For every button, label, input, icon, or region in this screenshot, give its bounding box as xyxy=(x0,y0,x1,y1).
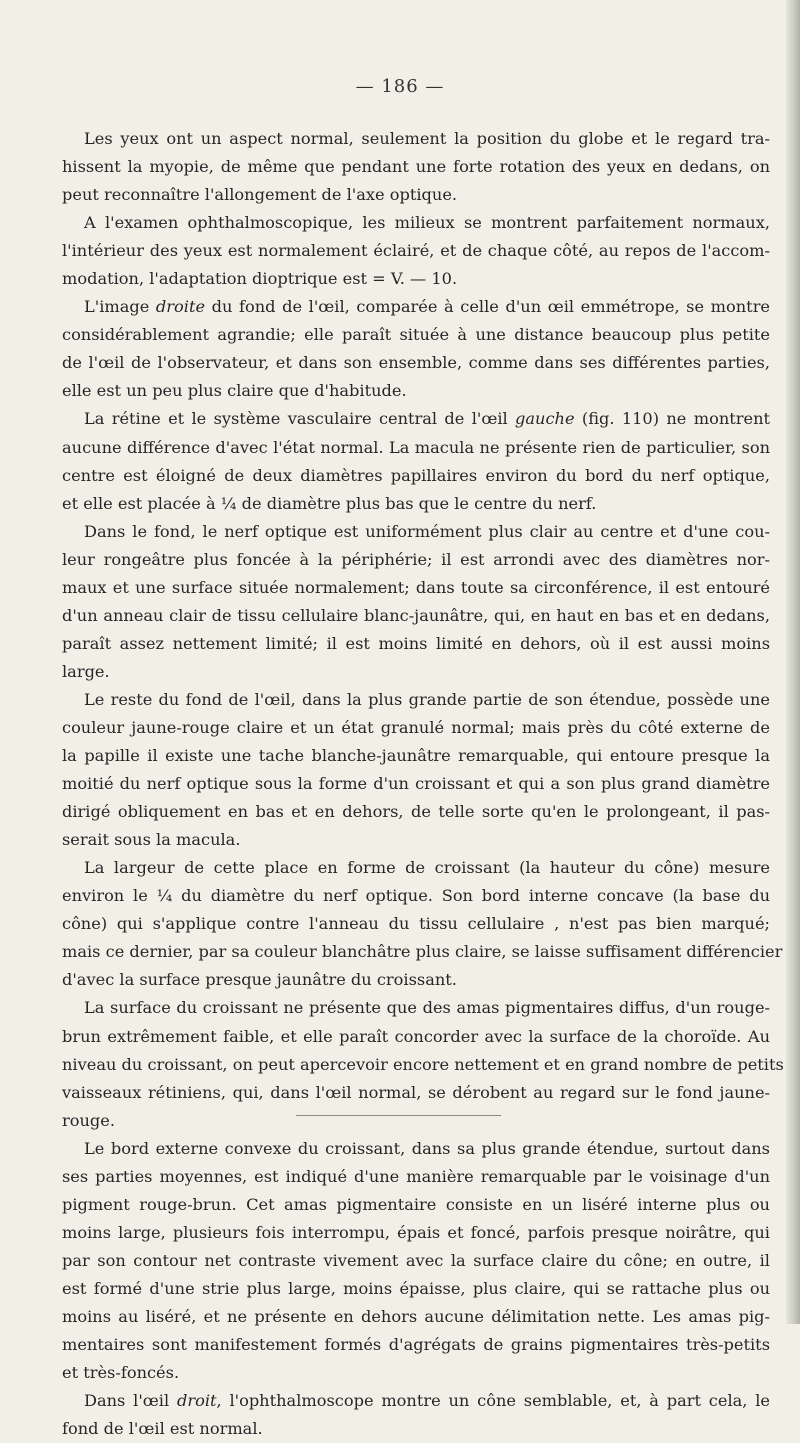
text-line xyxy=(62,658,770,686)
text-fragment: Le reste du fond de l'œil, dans la plus grande partie de son étendue, possède une xyxy=(84,689,770,709)
text-line xyxy=(62,714,770,742)
page-edge xyxy=(786,0,800,1324)
text-line xyxy=(62,434,770,462)
text-fragment: mentaires sont manifestement formés d'agrégats de grains pigmentaires très-petits xyxy=(62,1335,770,1355)
text-line xyxy=(62,1051,784,1079)
text-line xyxy=(62,405,770,433)
text-line xyxy=(62,237,770,265)
text-fragment: gauche xyxy=(515,409,575,429)
text-fragment: environ le ¼ du diamètre du nerf optique. Son bord interne concave (la base du xyxy=(62,886,770,906)
text-fragment: serait sous la macula. xyxy=(62,830,241,850)
text-line xyxy=(62,1107,770,1135)
text-line xyxy=(62,1135,770,1163)
text-fragment: fond de l'œil est normal. xyxy=(62,1419,263,1439)
text-line xyxy=(62,1247,770,1275)
text-fragment: Dans l'œil xyxy=(84,1391,177,1411)
text-fragment: du fond de l'œil, comparée à celle d'un œil emmétrope, se montre xyxy=(205,297,771,317)
text-line xyxy=(62,1415,770,1443)
text-fragment: brun extrêmement faible, et elle paraît concorder avec la surface de la choroïde. Au xyxy=(62,1026,770,1046)
text-fragment: centre est éloigné de deux diamètres papillaires environ du bord du nerf optique, xyxy=(62,465,770,485)
text-fragment: droite xyxy=(155,297,206,317)
text-line xyxy=(62,1191,770,1219)
text-line xyxy=(62,854,770,882)
body-text xyxy=(62,125,784,1443)
text-line xyxy=(62,321,770,349)
text-fragment: dirigé obliquement en bas et en dehors, de telle sorte qu'en le prolongeant, il pas- xyxy=(62,802,770,822)
text-line xyxy=(62,1023,770,1051)
text-fragment: moins au liséré, et ne présente en dehors aucune délimitation nette. Les amas pig- xyxy=(62,1306,770,1326)
text-fragment: A l'examen ophthalmoscopique, les milieux se montrent parfaitement normaux, xyxy=(84,213,770,233)
text-line xyxy=(62,209,770,237)
text-line xyxy=(62,546,770,574)
text-fragment: vaisseaux rétiniens, qui, dans l'œil normal, se dérobent au regard sur le fond jaune- xyxy=(62,1082,770,1102)
text-line xyxy=(62,125,770,153)
text-line xyxy=(62,686,770,714)
text-line xyxy=(62,1163,770,1191)
text-fragment: Dans le fond, le nerf optique est uniformément plus clair au centre et d'une cou- xyxy=(84,521,770,541)
text-fragment: hissent la myopie, de même que pendant une forte rotation des yeux en dedans, on xyxy=(62,157,770,177)
text-line xyxy=(62,1275,770,1303)
text-fragment: de l'œil de l'observateur, et dans son ensemble, comme dans ses différentes parties, xyxy=(62,353,770,373)
text-fragment: d'un anneau clair de tissu cellulaire blanc-jaunâtre, qui, en haut en bas et en dedans, xyxy=(62,605,770,625)
text-fragment: (fig. 110) ne montrent xyxy=(574,409,770,429)
text-line xyxy=(62,1303,770,1331)
text-fragment: la papille il existe une tache blanche-jaunâtre remarquable, qui entoure presque la xyxy=(62,746,770,766)
text-line xyxy=(62,882,770,910)
text-fragment: , l'ophthalmoscope montre un cône semblable, et, à part cela, le xyxy=(216,1391,770,1411)
text-fragment: La rétine et le système vasculaire central de l'œil xyxy=(84,409,516,429)
text-fragment: couleur jaune-rouge claire et un état granulé normal; mais près du côté externe de xyxy=(62,717,770,737)
text-fragment: cône) qui s'applique contre l'anneau du tissu cellulaire , n'est pas bien marqué; xyxy=(62,914,770,934)
text-fragment: l'intérieur des yeux est normalement éclairé, et de chaque côté, au repos de l'accom- xyxy=(62,241,770,261)
text-fragment: ses parties moyennes, est indiqué d'une manière remarquable par le voisinage d'un xyxy=(62,1166,770,1186)
text-line xyxy=(62,994,770,1022)
text-fragment: peut reconnaître l'allongement de l'axe optique. xyxy=(62,185,458,205)
text-line xyxy=(62,1079,770,1107)
text-line xyxy=(62,1331,770,1359)
text-fragment: aucune différence d'avec l'état normal. La macula ne présente rien de particulier, son xyxy=(62,437,770,457)
text-fragment: La largeur de cette place en forme de croissant (la hauteur du cône) mesure xyxy=(84,858,770,878)
text-line xyxy=(62,742,770,770)
text-line xyxy=(62,153,770,181)
text-fragment: moins large, plusieurs fois interrompu, épais et foncé, parfois presque noirâtre, qui xyxy=(62,1222,770,1242)
text-line xyxy=(62,630,770,658)
text-line xyxy=(62,1387,770,1415)
text-fragment: par son contour net contraste vivement avec la surface claire du cône; en outre, il xyxy=(62,1250,770,1270)
text-fragment: mais ce dernier, par sa couleur blanchâtre plus claire, se laisse suffisament différencier xyxy=(62,942,783,962)
text-line xyxy=(62,574,770,602)
text-fragment: considérablement agrandie; elle paraît située à une distance beaucoup plus petite xyxy=(62,325,770,345)
text-fragment: elle est un peu plus claire que d'habitude. xyxy=(62,381,407,401)
text-line xyxy=(62,518,770,546)
text-fragment: et elle est placée à ¼ de diamètre plus bas que le centre du nerf. xyxy=(62,493,597,513)
text-line xyxy=(62,770,770,798)
text-fragment: maux et une surface située normalement; dans toute sa circonférence, il est entouré xyxy=(62,577,770,597)
text-line xyxy=(62,490,770,518)
text-line xyxy=(62,349,770,377)
text-fragment: modation, l'adaptation dioptrique est = V. — 10. xyxy=(62,269,458,289)
text-fragment: pigment rouge-brun. Cet amas pigmentaire consiste en un liséré interne plus ou xyxy=(62,1194,770,1214)
text-line xyxy=(62,798,770,826)
text-fragment: Le bord externe convexe du croissant, dans sa plus grande étendue, surtout dans xyxy=(84,1138,770,1158)
text-fragment: L'image xyxy=(84,297,156,317)
text-line xyxy=(62,602,770,630)
text-line xyxy=(62,181,770,209)
text-line xyxy=(62,938,783,966)
footer-rule xyxy=(296,1115,501,1116)
text-line xyxy=(62,1219,770,1247)
text-fragment: Les yeux ont un aspect normal, seulement la position du globe et le regard tra- xyxy=(84,129,770,148)
text-line xyxy=(62,377,770,405)
text-fragment: leur rongeâtre plus foncée à la périphérie; il est arrondi avec des diamètres nor- xyxy=(62,549,770,569)
text-line xyxy=(62,462,770,490)
text-fragment: d'avec la surface presque jaunâtre du croissant. xyxy=(62,970,457,990)
text-fragment: et très-foncés. xyxy=(62,1363,180,1383)
text-fragment: rouge. xyxy=(62,1110,115,1130)
text-line xyxy=(62,265,770,293)
text-fragment: La surface du croissant ne présente que des amas pigmentaires diffus, d'un rouge- xyxy=(84,998,770,1018)
text-line xyxy=(62,910,770,938)
text-line xyxy=(62,826,770,854)
text-line xyxy=(62,966,770,994)
text-line xyxy=(62,293,770,321)
text-fragment: moitié du nerf optique sous la forme d'un croissant et qui a son plus grand diamètre xyxy=(62,774,770,794)
text-fragment: paraît assez nettement limité; il est moins limité en dehors, où il est aussi moins xyxy=(62,633,770,653)
text-fragment: large. xyxy=(62,661,110,681)
text-fragment: est formé d'une strie plus large, moins épaisse, plus claire, qui se rattache plus ou xyxy=(62,1278,770,1298)
page-number: — 186 — xyxy=(355,76,445,97)
text-line xyxy=(62,1359,770,1387)
text-fragment: niveau du croissant, on peut apercevoir encore nettement et en grand nombre de petits xyxy=(62,1054,784,1074)
text-fragment: droit xyxy=(176,1391,217,1411)
